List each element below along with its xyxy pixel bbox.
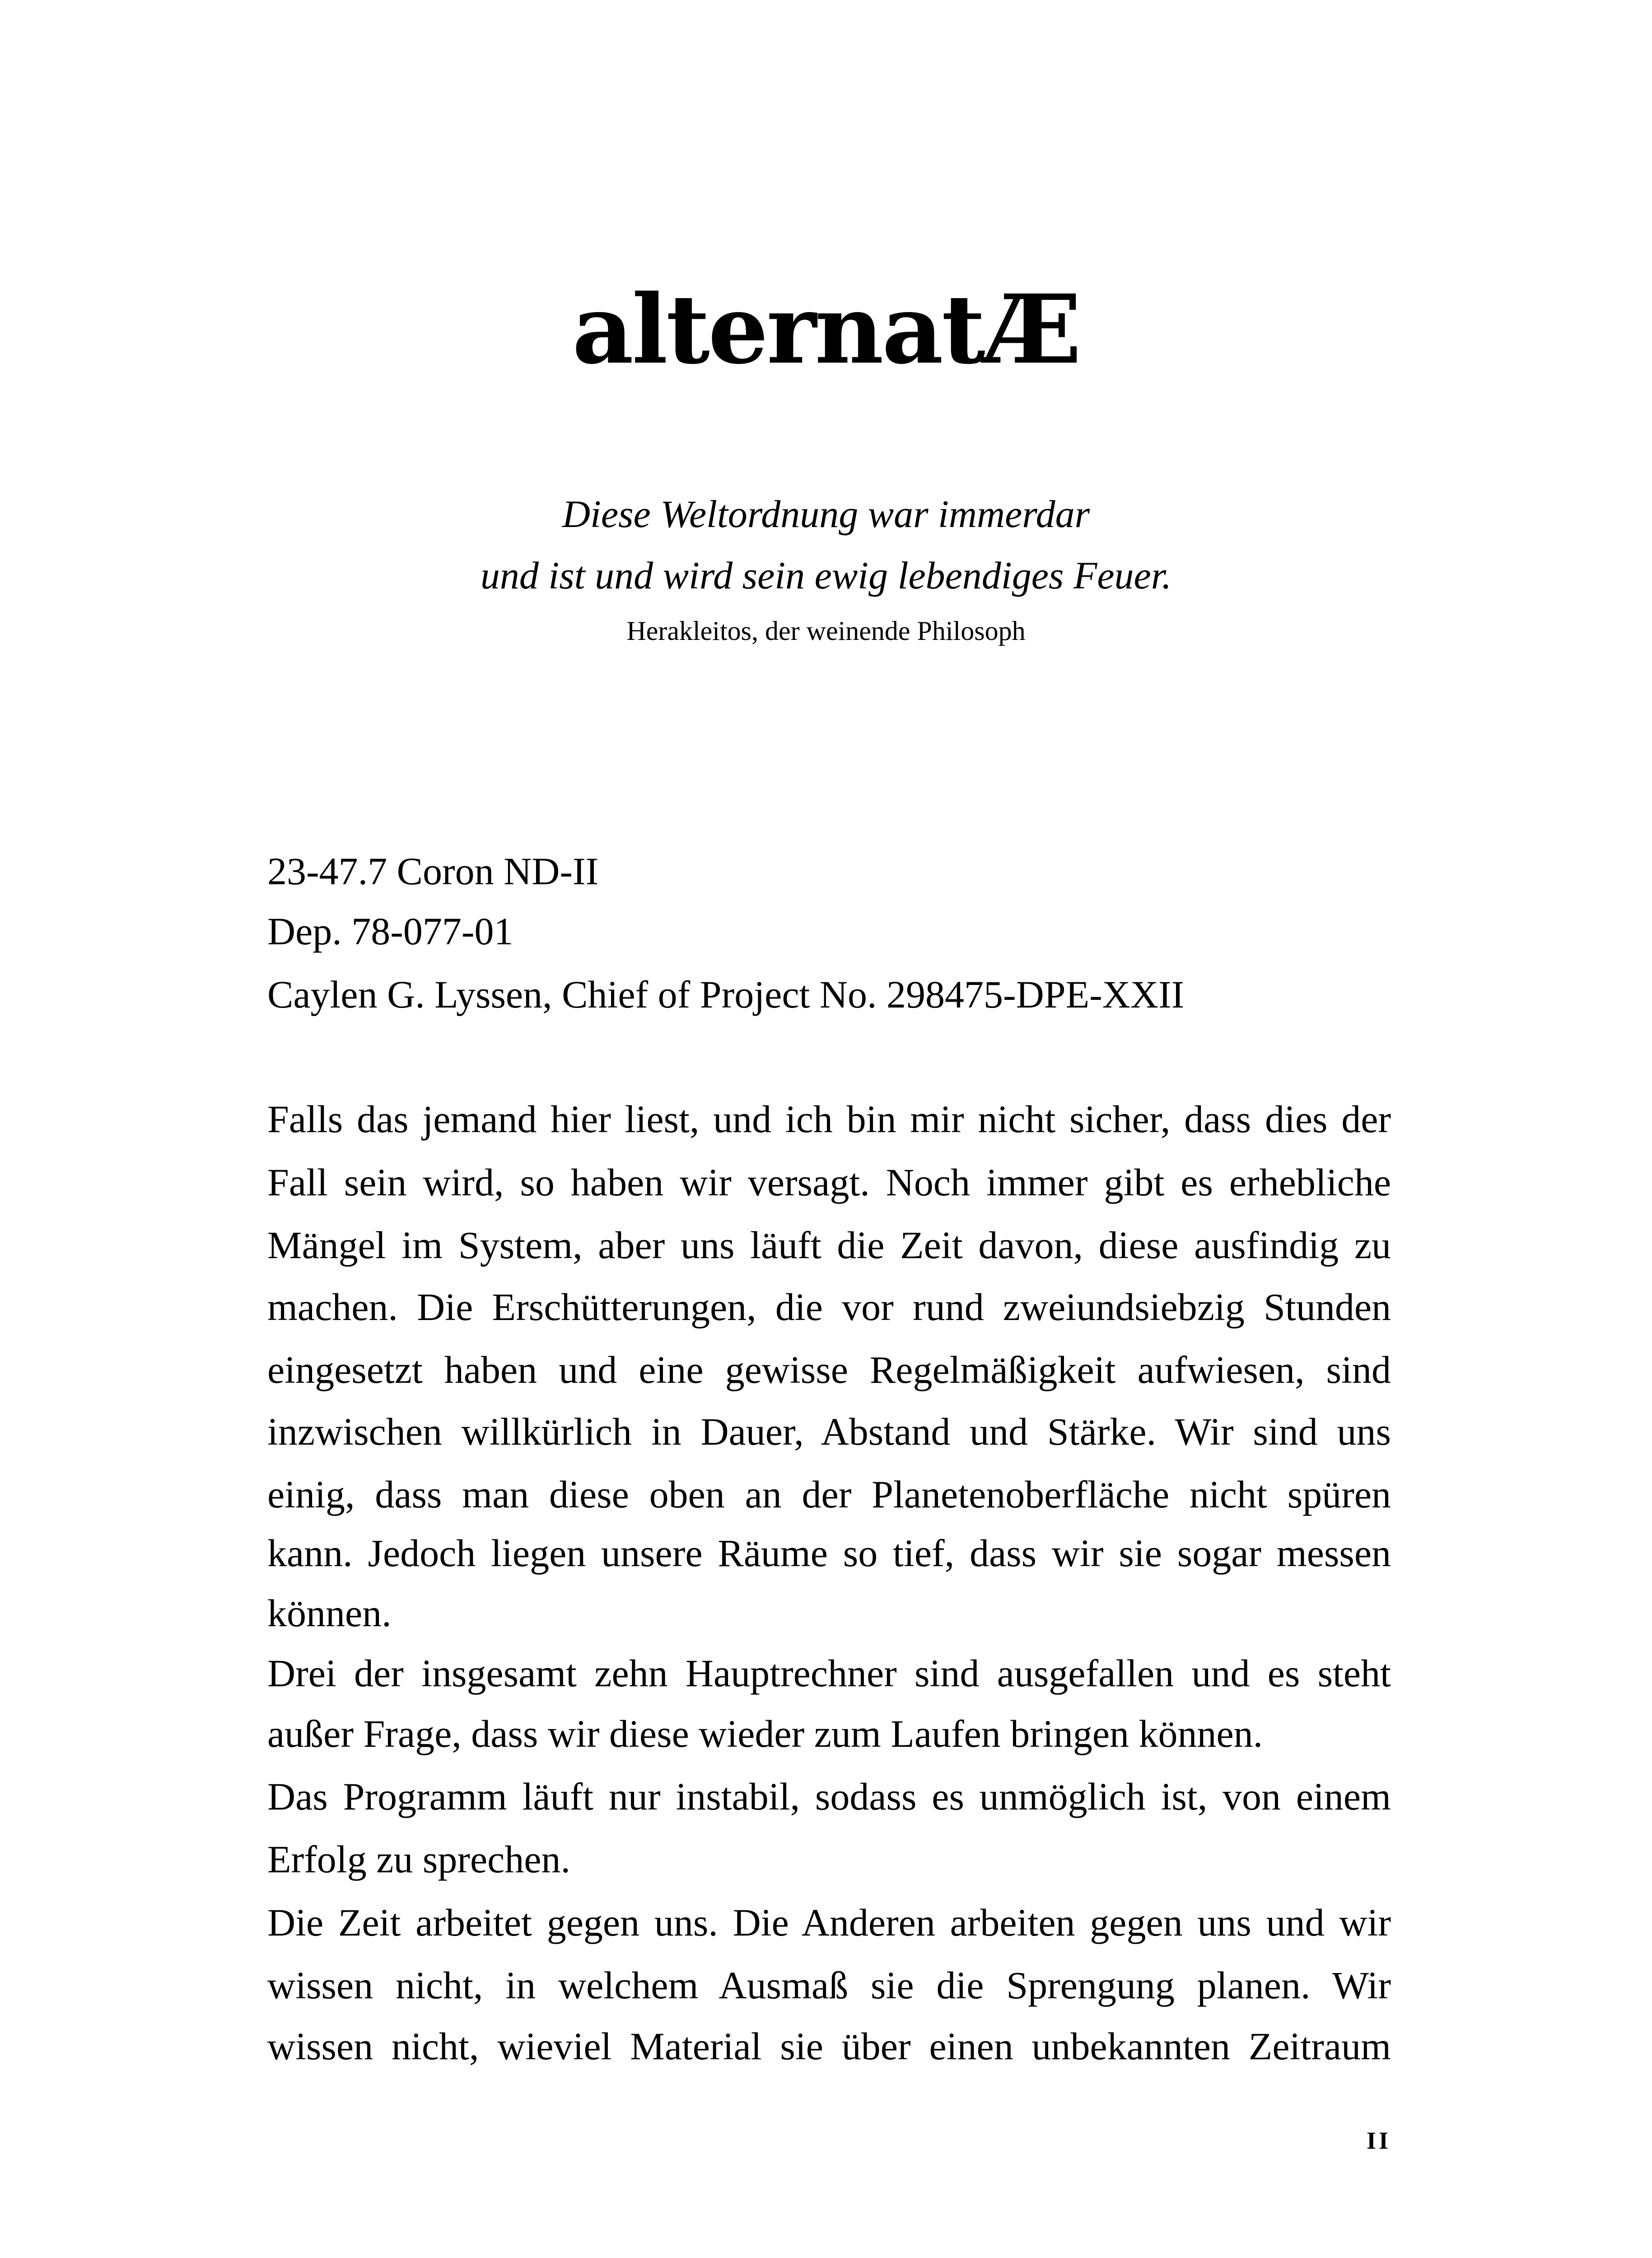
epigraph-line: Diese Weltordnung war immerdar xyxy=(562,492,1090,536)
book-title: alternatÆ xyxy=(572,274,1080,385)
body-line: Mängel im System, aber uns läuft die Zeit davon, diese ausfindig zu xyxy=(267,1223,1391,1267)
body-line: inzwischen willkürlich in Dauer, Abstand und Stärke. Wir sind uns xyxy=(267,1410,1391,1453)
body-line: können. xyxy=(267,1591,392,1635)
header-line: Dep. 78-077-01 xyxy=(267,910,513,953)
epigraph-line: und ist und wird sein ewig lebendiges Feuer. xyxy=(480,554,1172,597)
epigraph-attribution: Herakleitos, der weinende Philosoph xyxy=(626,616,1026,646)
body-line: wissen nicht, wieviel Material sie über einen unbekannten Zeitraum xyxy=(267,2025,1391,2068)
page-number: II xyxy=(1366,2127,1391,2154)
body-line: machen. Die Erschütterungen, die vor rund zweiundsiebzig Stunden xyxy=(267,1285,1391,1329)
body-line: Das Programm läuft nur instabil, sodass es unmöglich ist, von einem xyxy=(267,1775,1391,1818)
body-line: Fall sein wird, so haben wir versagt. Noch immer gibt es erhebliche xyxy=(267,1161,1391,1204)
body-line: kann. Jedoch liegen unsere Räume so tief, dass wir sie sogar messen xyxy=(267,1531,1391,1575)
body-line: eingesetzt haben und eine gewisse Regelmäßigkeit aufwiesen, sind xyxy=(267,1348,1391,1391)
body-line: einig, dass man diese oben an der Planetenoberfläche nicht spüren xyxy=(267,1473,1391,1516)
header-line: Caylen G. Lyssen, Chief of Project No. 298475-DPE-XXII xyxy=(267,973,1185,1016)
header-line: 23-47.7 Coron ND-II xyxy=(267,849,599,893)
body-line: Erfolg zu sprechen. xyxy=(267,1838,570,1881)
body-line: Drei der insgesamt zehn Hauptrechner sind ausgefallen und es steht xyxy=(267,1652,1391,1695)
body-line: Falls das jemand hier liest, und ich bin mir nicht sicher, dass dies der xyxy=(267,1097,1391,1141)
body-line: Die Zeit arbeitet gegen uns. Die Anderen arbeiten gegen uns und wir xyxy=(267,1901,1391,1944)
body-line: außer Frage, dass wir diese wieder zum Laufen bringen können. xyxy=(267,1712,1263,1755)
body-line: wissen nicht, in welchem Ausmaß sie die Sprengung planen. Wir xyxy=(267,1964,1391,2007)
